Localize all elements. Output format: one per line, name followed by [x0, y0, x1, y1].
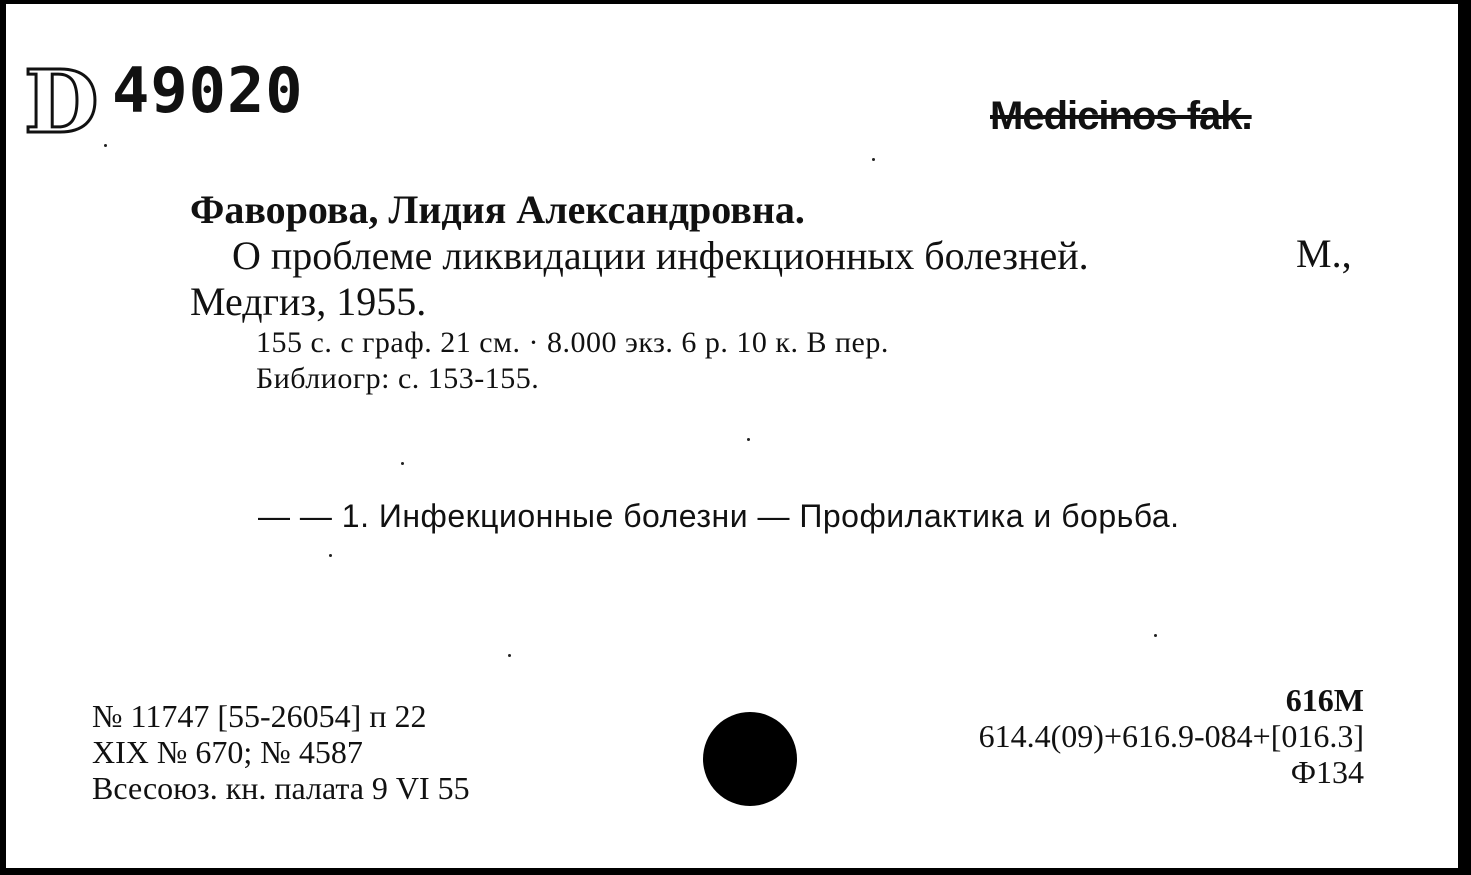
handwritten-call-number: 49020 [112, 54, 304, 127]
registration-line: Всесоюз. кн. палата 9 VI 55 [92, 770, 470, 806]
speck [1154, 634, 1157, 637]
speck [872, 158, 875, 161]
book-title: О проблеме ликвидации инфекционных болезней. [232, 233, 1089, 278]
faculty-stamp: Medicinos fak. [990, 94, 1252, 138]
collation-line: 155 с. с граф. 21 см. · 8.000 экз. 6 р. 10 к. В пер. [256, 326, 889, 359]
speck [401, 462, 404, 465]
publication-place: М., [1296, 231, 1352, 276]
speck [104, 144, 107, 147]
author-heading: Фаворова, Лидия Александровна. [190, 187, 805, 232]
shelf-mark: 616M [1285, 682, 1364, 718]
registration-line: № 11747 [55-26054] п 22 [92, 698, 427, 734]
speck [329, 554, 332, 557]
speck [747, 438, 750, 441]
speck [508, 654, 511, 657]
bibliography-note: Библиогр: с. 153-155. [256, 362, 540, 395]
catalog-card [6, 4, 1458, 868]
library-stamp-letter: D [24, 52, 99, 153]
registration-line: XIX № 670; № 4587 [92, 734, 363, 770]
udc-code: 614.4(09)+616.9-084+[016.3] [978, 718, 1364, 754]
author-sign: Ф134 [1290, 754, 1364, 790]
registration-block [92, 698, 470, 806]
card-punch-hole [703, 712, 797, 806]
classification-block [979, 682, 1364, 790]
publisher-year: Медгиз, 1955. [190, 279, 427, 324]
subject-heading: — — 1. Инфекционные болезни — Профилактика и борьба. [258, 498, 1180, 534]
